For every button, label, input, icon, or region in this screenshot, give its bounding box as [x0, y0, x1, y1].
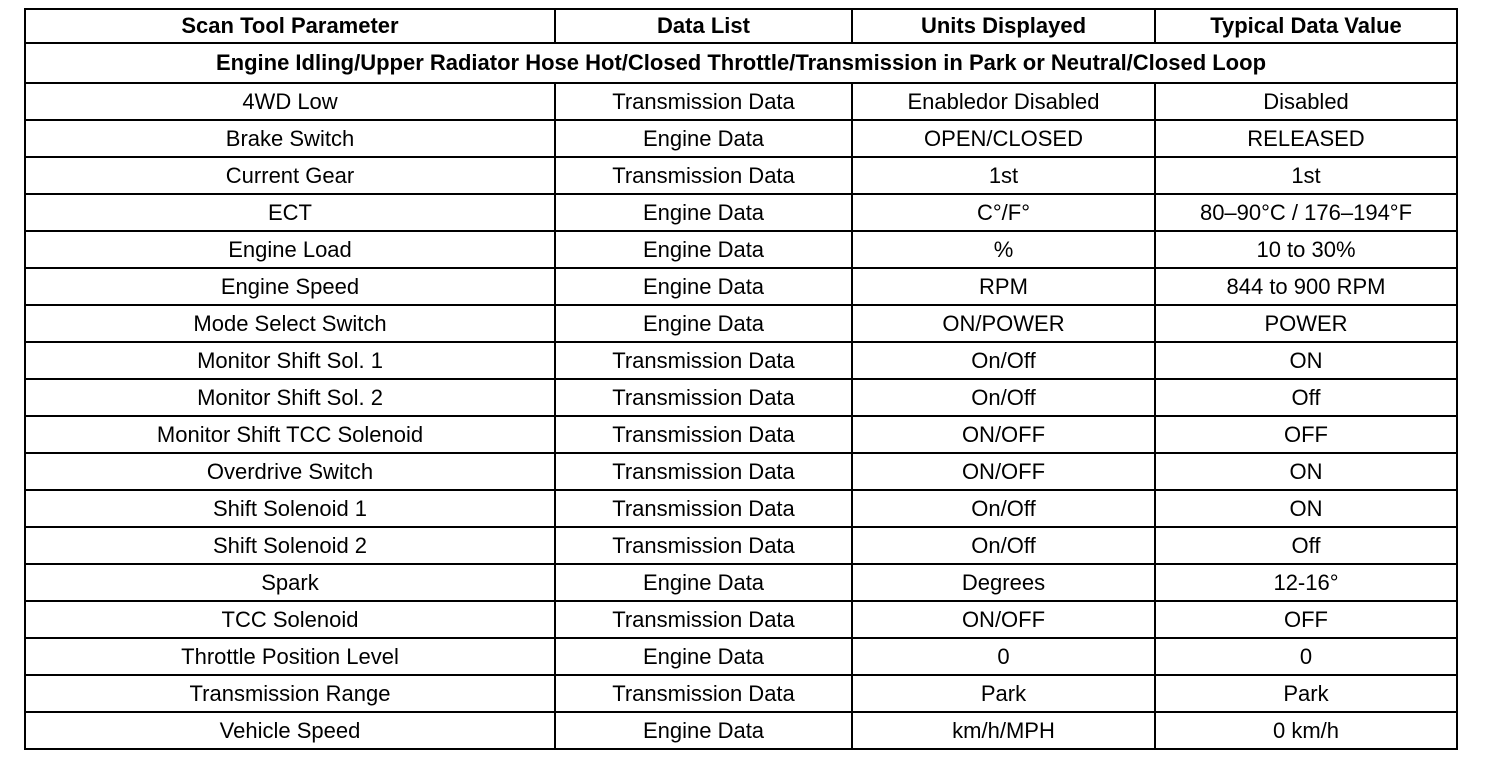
- parameter-cell: Monitor Shift Sol. 2: [25, 379, 555, 416]
- typical-value-cell: ON: [1155, 453, 1457, 490]
- data-list-cell: Transmission Data: [555, 157, 852, 194]
- typical-value-cell: 1st: [1155, 157, 1457, 194]
- units-cell: On/Off: [852, 379, 1155, 416]
- units-cell: Park: [852, 675, 1155, 712]
- data-list-cell: Transmission Data: [555, 342, 852, 379]
- header-row: [25, 9, 1457, 43]
- units-cell: On/Off: [852, 490, 1155, 527]
- parameter-cell: Overdrive Switch: [25, 453, 555, 490]
- typical-value-cell: ON: [1155, 342, 1457, 379]
- table-row: [25, 453, 1457, 490]
- header-units-displayed: Units Displayed: [852, 9, 1155, 43]
- table-row: [25, 675, 1457, 712]
- header-scan-tool-parameter: Scan Tool Parameter: [25, 9, 555, 43]
- data-list-cell: Engine Data: [555, 712, 852, 749]
- parameter-cell: Transmission Range: [25, 675, 555, 712]
- parameter-cell: Monitor Shift TCC Solenoid: [25, 416, 555, 453]
- typical-value-cell: OFF: [1155, 601, 1457, 638]
- data-list-cell: Transmission Data: [555, 490, 852, 527]
- parameter-cell: Throttle Position Level: [25, 638, 555, 675]
- typical-value-cell: 844 to 900 RPM: [1155, 268, 1457, 305]
- header-typical-data-value: Typical Data Value: [1155, 9, 1457, 43]
- typical-value-cell: 80–90°C / 176–194°F: [1155, 194, 1457, 231]
- table-row: [25, 490, 1457, 527]
- condition-row: [25, 43, 1457, 83]
- units-cell: Degrees: [852, 564, 1155, 601]
- typical-value-cell: Off: [1155, 527, 1457, 564]
- typical-value-cell: Park: [1155, 675, 1457, 712]
- units-cell: On/Off: [852, 527, 1155, 564]
- units-cell: ON/OFF: [852, 453, 1155, 490]
- table-row: [25, 305, 1457, 342]
- units-cell: OPEN/CLOSED: [852, 120, 1155, 157]
- table-row: [25, 638, 1457, 675]
- typical-value-cell: POWER: [1155, 305, 1457, 342]
- parameter-cell: Shift Solenoid 1: [25, 490, 555, 527]
- parameter-cell: Current Gear: [25, 157, 555, 194]
- data-list-cell: Engine Data: [555, 564, 852, 601]
- data-list-cell: Transmission Data: [555, 83, 852, 120]
- units-cell: 0: [852, 638, 1155, 675]
- data-list-cell: Transmission Data: [555, 601, 852, 638]
- table-row: [25, 527, 1457, 564]
- parameter-cell: Vehicle Speed: [25, 712, 555, 749]
- typical-value-cell: Off: [1155, 379, 1457, 416]
- data-list-cell: Engine Data: [555, 638, 852, 675]
- parameter-cell: Engine Speed: [25, 268, 555, 305]
- units-cell: %: [852, 231, 1155, 268]
- units-cell: Enabledor Disabled: [852, 83, 1155, 120]
- scan-tool-data-table: [24, 8, 1458, 750]
- data-list-cell: Engine Data: [555, 268, 852, 305]
- table-row: [25, 157, 1457, 194]
- table-row: [25, 194, 1457, 231]
- units-cell: 1st: [852, 157, 1155, 194]
- header-data-list: Data List: [555, 9, 852, 43]
- table-row: [25, 379, 1457, 416]
- units-cell: km/h/MPH: [852, 712, 1155, 749]
- typical-value-cell: 10 to 30%: [1155, 231, 1457, 268]
- units-cell: ON/OFF: [852, 416, 1155, 453]
- data-list-cell: Engine Data: [555, 231, 852, 268]
- table-row: [25, 231, 1457, 268]
- data-list-cell: Transmission Data: [555, 453, 852, 490]
- data-list-cell: Transmission Data: [555, 416, 852, 453]
- table-row: [25, 342, 1457, 379]
- typical-value-cell: Disabled: [1155, 83, 1457, 120]
- table-row: [25, 120, 1457, 157]
- data-list-cell: Engine Data: [555, 120, 852, 157]
- typical-value-cell: OFF: [1155, 416, 1457, 453]
- data-list-cell: Transmission Data: [555, 527, 852, 564]
- parameter-cell: Engine Load: [25, 231, 555, 268]
- typical-value-cell: 0: [1155, 638, 1457, 675]
- table-row: [25, 712, 1457, 749]
- typical-value-cell: 12-16°: [1155, 564, 1457, 601]
- table-row: [25, 268, 1457, 305]
- parameter-cell: 4WD Low: [25, 83, 555, 120]
- data-list-cell: Transmission Data: [555, 379, 852, 416]
- units-cell: On/Off: [852, 342, 1155, 379]
- parameter-cell: TCC Solenoid: [25, 601, 555, 638]
- units-cell: ON/POWER: [852, 305, 1155, 342]
- data-list-cell: Engine Data: [555, 305, 852, 342]
- typical-value-cell: 0 km/h: [1155, 712, 1457, 749]
- table-row: [25, 83, 1457, 120]
- typical-value-cell: ON: [1155, 490, 1457, 527]
- units-cell: ON/OFF: [852, 601, 1155, 638]
- typical-value-cell: RELEASED: [1155, 120, 1457, 157]
- data-list-cell: Transmission Data: [555, 675, 852, 712]
- condition-text: Engine Idling/Upper Radiator Hose Hot/Closed Throttle/Transmission in Park or Neutral/Closed Loop: [25, 43, 1457, 83]
- data-list-cell: Engine Data: [555, 194, 852, 231]
- parameter-cell: Spark: [25, 564, 555, 601]
- parameter-cell: Mode Select Switch: [25, 305, 555, 342]
- parameter-cell: Brake Switch: [25, 120, 555, 157]
- parameter-cell: ECT: [25, 194, 555, 231]
- table-row: [25, 416, 1457, 453]
- parameter-cell: Shift Solenoid 2: [25, 527, 555, 564]
- parameter-cell: Monitor Shift Sol. 1: [25, 342, 555, 379]
- table-row: [25, 564, 1457, 601]
- units-cell: RPM: [852, 268, 1155, 305]
- units-cell: C°/F°: [852, 194, 1155, 231]
- table-row: [25, 601, 1457, 638]
